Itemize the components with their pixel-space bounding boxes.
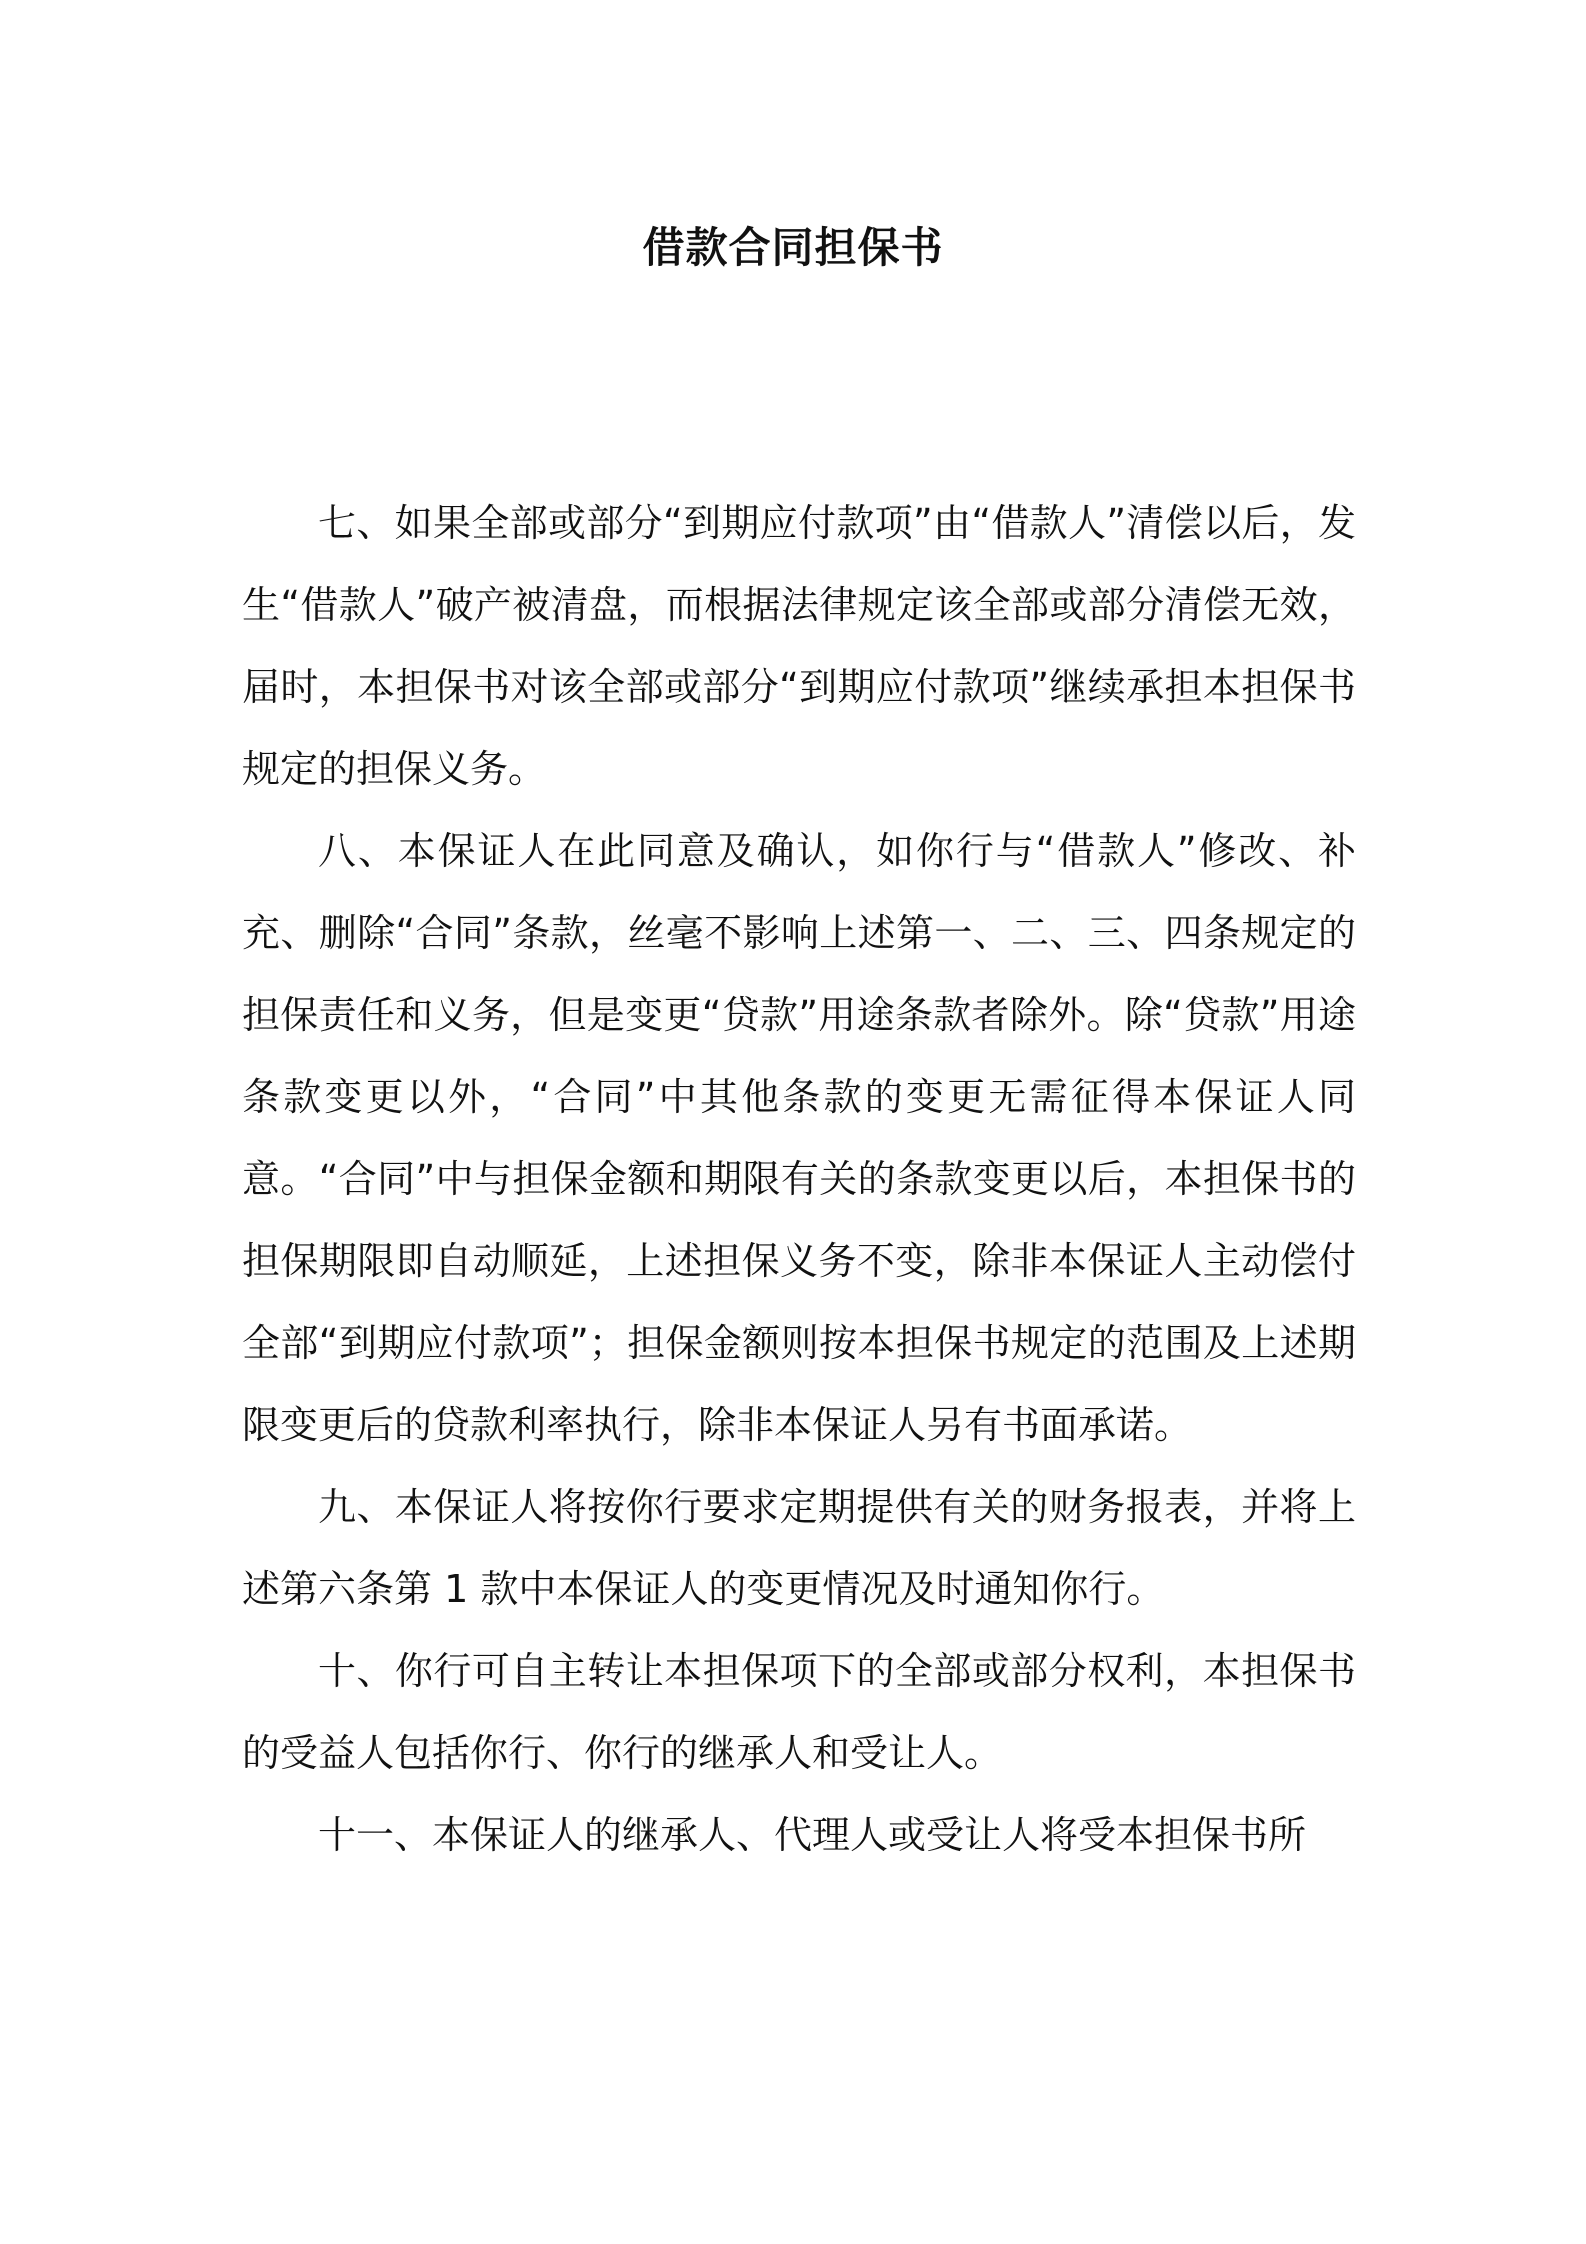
clause-11-paragraph: 十一、本保证人的继承人、代理人或受让人将受本担保书所 — [318, 1813, 1307, 1857]
document-title: 借款合同担保书 — [642, 223, 944, 272]
clause-8-paragraph: 八、本保证人在此同意及确认，如你行与“借款人”修改、补充、删除“合同”条款，丝毫不影响上述第一、二、三、四条规定的担保责任和义务，但是变更“贷款”用途条款者除外。除“贷款”用途条款变更以外，“合同”中其他条款的变更无需征得本保证人同意。“合同”中与担保金额和期限有关的条款变更以后，本担保书的担保期限即自动顺延，上述担保义务不变，除非本保证人主动偿付全部“到期应付款项”；担保金额则按本担保书规定的范围及上述期限变更后的贷款利率执行，除非本保证人另有书面承诺。 — [242, 829, 1356, 1447]
document-body — [242, 482, 1356, 1876]
clause-7-paragraph: 七、如果全部或部分“到期应付款项”由“借款人”清偿以后，发生“借款人”破产被清盘，而根据法律规定该全部或部分清偿无效，届时，本担保书对该全部或部分“到期应付款项”继续承担本担保书规定的担保义务。 — [242, 501, 1356, 791]
clause-9-paragraph: 九、本保证人将按你行要求定期提供有关的财务报表，并将上述第六条第 1 款中本保证人的变更情况及时通知你行。 — [242, 1485, 1356, 1611]
clause-10-paragraph: 十、你行可自主转让本担保项下的全部或部分权利，本担保书的受益人包括你行、你行的继承人和受让人。 — [242, 1649, 1356, 1775]
